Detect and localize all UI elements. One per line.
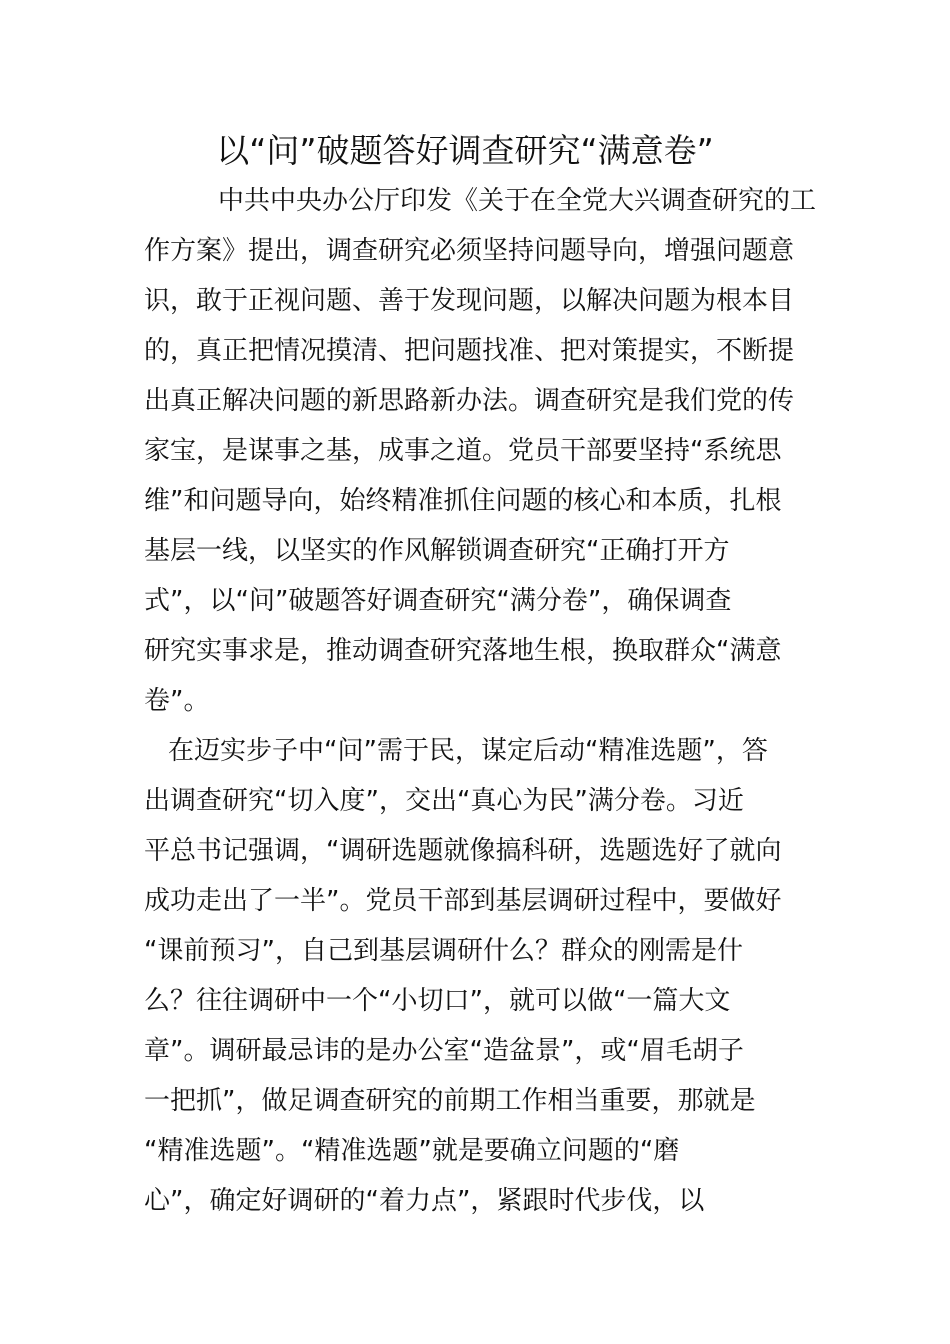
paragraph-1-line-7: 维”和问题导向，始终精准抓住问题的核心和本质，扎根: [144, 486, 782, 516]
paragraph-1-line-2: 作方案》提出，调查研究必须坚持问题导向，增强问题意: [144, 236, 795, 266]
paragraph-1-line-10: 研究实事求是，推动调查研究落地生根，换取群众“满意: [144, 636, 782, 666]
paragraph-1-line-3: 识，敢于正视问题、善于发现问题，以解决问题为根本目: [144, 286, 795, 316]
paragraph-1-line-9: 式”，以“问”破题答好调查研究“满分卷”，确保调查: [144, 586, 732, 616]
paragraph-2-line-8: 一把抓”，做足调查研究的前期工作相当重要，那就是: [144, 1086, 756, 1116]
document-title: 以“问”破题答好调查研究“满意卷”: [216, 131, 714, 170]
paragraph-1-line-4: 的，真正把情况摸清、把问题找准、把对策提实，不断提: [144, 336, 795, 366]
paragraph-2-line-7: 章”。调研最忌讳的是办公室“造盆景”，或“眉毛胡子: [144, 1036, 744, 1066]
paragraph-2-line-9: “精准选题”。“精准选题”就是要确立问题的“磨: [144, 1136, 680, 1166]
paragraph-1-line-8: 基层一线，以坚实的作风解锁调查研究“正确打开方: [144, 536, 730, 566]
paragraph-1-line-6: 家宝，是谋事之基，成事之道。党员干部要坚持“系统思: [144, 436, 782, 466]
paragraph-2-line-5: “课前预习”，自己到基层调研什么？群众的刚需是什: [144, 936, 743, 966]
paragraph-1-line-11: 卷”。: [144, 686, 210, 716]
paragraph-1-line-5: 出真正解决问题的新思路新办法。调查研究是我们党的传: [144, 386, 795, 416]
paragraph-2-line-6: 么？往往调研中一个“小切口”，就可以做“一篇大文: [144, 986, 731, 1016]
paragraph-2-line-10: 心”，确定好调研的“着力点”，紧跟时代步伐，以: [144, 1186, 705, 1216]
paragraph-2-line-1: 在迈实步子中“问”需于民，谋定后动“精准选题”，答: [168, 736, 768, 766]
document-body: [144, 178, 817, 1228]
paragraph-2-line-4: 成功走出了一半”。党员干部到基层调研过程中，要做好: [144, 886, 782, 916]
paragraph-2-line-3: 平总书记强调，“调研选题就像搞科研，选题选好了就向: [144, 836, 782, 866]
paragraph-1-line-1: 中共中央办公厅印发《关于在全党大兴调查研究的工: [218, 186, 817, 216]
paragraph-2-line-2: 出调查研究“切入度”，交出“真心为民”满分卷。习近: [144, 786, 744, 816]
